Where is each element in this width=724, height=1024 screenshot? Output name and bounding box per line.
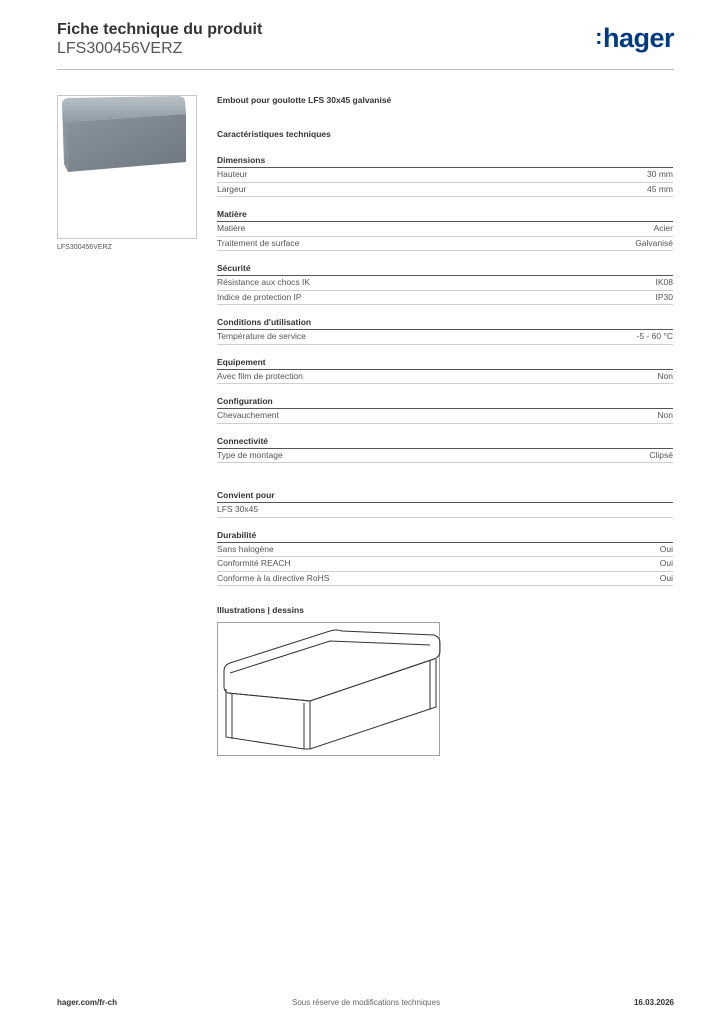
spec-label: Conforme à la directive RoHS [217, 572, 330, 583]
section-title: Configuration [217, 395, 673, 409]
section-durabilite [217, 529, 673, 587]
product-thumbnail [57, 95, 197, 239]
product-drawing [217, 622, 440, 756]
spec-value: Non [657, 410, 673, 420]
spec-row [217, 543, 673, 558]
logo-text: hager [602, 23, 674, 53]
spec-label: Température de service [217, 331, 306, 341]
spec-label: Indice de protection IP [217, 291, 302, 302]
section-title: Conditions d'utilisation [217, 316, 673, 330]
section-title: Equipement [217, 356, 673, 370]
spec-label: Résistance aux chocs IK [217, 277, 311, 287]
spec-label: Sans halogène [217, 543, 274, 554]
footer-website: hager.com/fr-ch [57, 998, 118, 1007]
section-title: Connectivité [217, 435, 673, 449]
section-convient-pour [217, 489, 673, 518]
section-title: Durabilité [217, 529, 673, 543]
document-title: Fiche technique du produit [57, 21, 263, 38]
spec-content [217, 95, 673, 617]
spec-row [217, 572, 673, 587]
section-securite [217, 262, 673, 305]
footer-date: 16.03.2026 [633, 998, 674, 1007]
spec-row [217, 330, 673, 345]
spec-value: Acier [653, 223, 673, 233]
spec-label: Hauteur [217, 169, 248, 179]
illustrations-title: Illustrations | dessins [217, 605, 304, 615]
section-title: Convient pour [217, 489, 673, 503]
footer-notice: Sous réserve de modifications techniques [292, 998, 441, 1007]
spec-label: Largeur [217, 183, 247, 194]
spec-row [217, 276, 673, 291]
spec-row [217, 503, 673, 518]
spec-label: Chevauchement [217, 410, 279, 420]
section-configuration [217, 395, 673, 424]
section-matiere [217, 208, 673, 251]
section-title: Dimensions [217, 154, 673, 168]
spec-row [217, 237, 673, 252]
spec-value: Oui [659, 543, 673, 554]
spec-row [217, 183, 673, 198]
section-equipement [217, 356, 673, 385]
spec-value: Oui [659, 572, 673, 583]
spec-row [217, 557, 673, 572]
characteristics-heading: Caractéristiques techniques [217, 129, 331, 139]
spec-row [217, 370, 673, 385]
spec-value: IP30 [655, 291, 673, 302]
page-header [57, 21, 674, 69]
spec-label: Avec film de protection [217, 370, 303, 381]
hager-logo: :hager [595, 23, 674, 53]
spec-label: Type de montage [217, 449, 283, 460]
spec-value: Clipsé [649, 449, 673, 460]
spec-row [217, 222, 673, 237]
header-divider [57, 69, 674, 70]
spec-row [217, 449, 673, 464]
spec-value: -5 - 60 °C [636, 331, 673, 341]
product-name: Embout pour goulotte LFS 30x45 galvanisé [217, 95, 392, 105]
spec-value: 30 mm [647, 169, 673, 179]
spec-value: Galvanisé [635, 237, 673, 248]
section-title: Matière [217, 208, 673, 222]
spec-label: Matière [217, 223, 246, 233]
spec-value: IK08 [655, 277, 673, 287]
spec-row [217, 409, 673, 424]
section-title: Sécurité [217, 262, 673, 276]
spec-label: Conformité REACH [217, 558, 291, 568]
section-connectivite [217, 435, 673, 464]
section-dimensions [217, 154, 673, 197]
thumbnail-caption: LFS300456VERZ [57, 244, 112, 251]
spec-label: LFS 30x45 [217, 504, 259, 514]
spec-row [217, 291, 673, 306]
spec-row [217, 168, 673, 183]
product-reference: LFS300456VERZ [57, 40, 183, 57]
spec-value: Oui [659, 558, 673, 568]
spec-value: Non [657, 370, 673, 381]
spec-label: Traitement de surface [217, 237, 300, 248]
section-conditions [217, 316, 673, 345]
spec-value: 45 mm [647, 183, 673, 194]
